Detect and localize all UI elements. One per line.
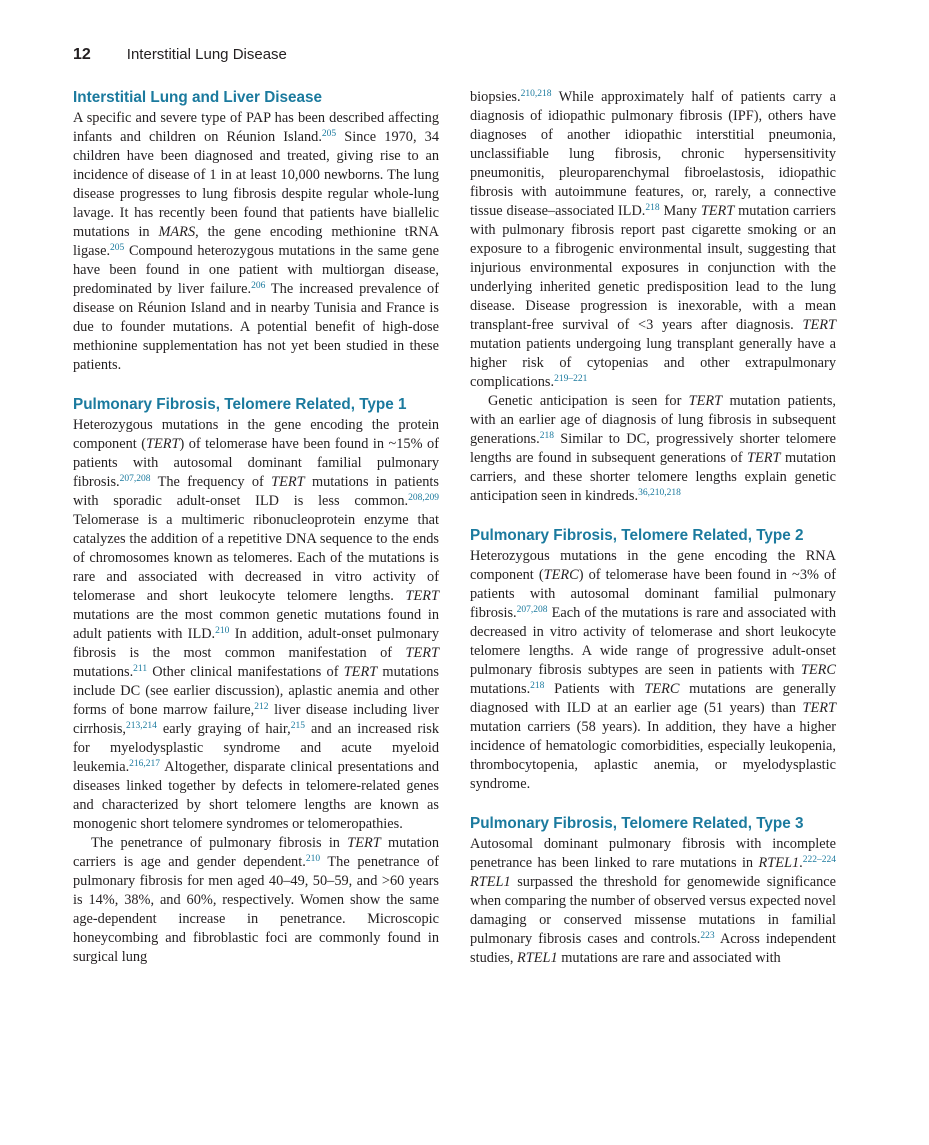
text-run: mutation carriers (58 years). In addition, they have a higher incidence of hematologic comorbidities, especially leukopenia, thrombocytopenia, aplastic anemia, or myelodysplastic syndrome.	[470, 719, 836, 792]
text-run: biopsies.	[470, 89, 521, 105]
text-run: mutation carriers with pulmonary fibrosis report past cigarette smoking or an exposure to a fibrogenic environmental insult, suggesting that injurious environmental exposures in conjunction with the underlying inherited genetic predisposition lead to the lung disease. Disease progression is inexorable, with a mean transplant-free survival of <3 years after diagnosis.	[470, 203, 836, 333]
text-run: A specific and severe type of PAP has been described affecting infants and children on Réunion Island.	[73, 110, 439, 145]
text-run: The penetrance of pulmonary fibrosis in	[91, 835, 348, 851]
gene-name: TERT	[688, 393, 723, 409]
citation-ref: 213,214	[125, 721, 157, 731]
text-run: Altogether, disparate clinical presentations and diseases linked together by defects in telomere-related genes and characterized by short telomere lengths are known as monogenic short telomere syndromes or telomeropathies.	[73, 759, 439, 832]
text-run: mutation carriers, and these shorter telomere lengths explain genetic anticipation seen in kindreds.	[470, 450, 836, 504]
text-run: Other clinical manifestations of	[147, 664, 344, 680]
body-paragraph	[470, 547, 836, 794]
citation-ref: 211	[133, 664, 148, 674]
text-run: Patients with	[544, 681, 645, 697]
text-run: Similar to DC, progressively shorter telomere lengths are found in subsequent generations of	[470, 431, 836, 466]
citation-ref: 207,208	[516, 605, 548, 615]
text-run: Across independent studies,	[470, 931, 836, 966]
running-title: Interstitial Lung Disease	[126, 46, 287, 63]
citation-ref: 212	[254, 702, 269, 712]
text-run: .	[799, 855, 803, 871]
gene-name: RTEL1	[758, 855, 800, 871]
citation-ref: 206	[251, 281, 266, 291]
gene-name: MARS	[158, 224, 196, 240]
citation-ref: 218	[530, 681, 545, 691]
citation-ref: 208,209	[408, 493, 439, 503]
text-run: , the gene encoding methionine tRNA ligase.	[73, 224, 440, 259]
body-paragraph	[73, 109, 439, 375]
text-run: mutations are the most common genetic mutations found in adult patients with ILD.	[73, 607, 439, 642]
page-number: 12	[73, 46, 91, 63]
text-run: mutation patients undergoing lung transplant generally have a higher risk of cytopenias and other extrapulmonary complications.	[470, 336, 836, 390]
citation-ref: 216,217	[129, 759, 161, 769]
gene-name: TERT	[700, 203, 735, 219]
text-run: ) of telomerase have been found in ~3% of patients with autosomal dominant familial pulmonary fibrosis.	[470, 567, 836, 621]
body-paragraph	[470, 835, 836, 968]
text-run: In addition, adult-onset pulmonary fibrosis is the most common manifestation of	[73, 626, 439, 661]
gene-name: TERT	[347, 835, 381, 851]
text-run: mutation carriers is age and gender dependent.	[73, 835, 439, 870]
body-paragraph	[470, 392, 836, 506]
text-run: mutations are generally diagnosed with ILD at an earlier age (51 years) than	[470, 681, 836, 716]
text-run: While approximately half of patients carry a diagnosis of idiopathic pulmonary fibrosis (IPF), others have diagnoses of another idiopathic interstitial pneumonia, unclassifiable lung fibrosis, chronic hypersensitivity pneumonitis, pleuroparenchymal fibroelastosis, idiopathic fibrosis with autoimmune features, or, rarely, a connective tissue disease–associated ILD.	[470, 89, 836, 219]
text-run: early graying of hair,	[156, 721, 291, 737]
gene-name: TERT	[746, 450, 781, 466]
text-run: The penetrance of pulmonary fibrosis for men aged 40–49, 50–59, and >60 years is 14%, 38%, and 60%, respectively. Women show the same age-dependent increase in penetrance. Microscopic honeycombing and fibroblastic foci are commonly found in surgical lung	[73, 854, 440, 965]
gene-name: TERT	[146, 436, 180, 452]
right-column	[470, 88, 836, 968]
body-paragraph	[73, 834, 439, 967]
body-paragraph	[73, 416, 439, 834]
text-run: surpassed the threshold for genomewide significance when comparing the number of observed versus expected novel damaging or conserved missense mutations in familial pulmonary fibrosis cases and controls.	[470, 874, 836, 947]
section-heading: Interstitial Lung and Liver Disease	[73, 89, 323, 106]
text-run: ) of telomerase have been found in ~15% of patients with autosomal dominant familial pulmonary fibrosis.	[73, 436, 439, 490]
citation-ref: 207,208	[119, 474, 151, 484]
section-heading: Pulmonary Fibrosis, Telomere Related, Type 2	[470, 527, 804, 544]
gene-name: TERT	[343, 664, 378, 680]
text-run: Heterozygous mutations in the gene encoding the protein component (	[73, 417, 439, 452]
text-run: Genetic anticipation is seen for	[488, 393, 689, 409]
citation-ref: 223	[700, 931, 715, 941]
citation-ref: 210	[305, 854, 321, 864]
page-header	[73, 46, 287, 70]
text-run: Heterozygous mutations in the gene encoding the RNA component (	[470, 548, 836, 583]
citation-ref: 218	[645, 203, 660, 213]
gene-name: TERT	[271, 474, 305, 490]
citation-ref: 205	[321, 129, 337, 139]
citation-ref: 210,218	[520, 89, 552, 99]
text-run: liver disease including liver cirrhosis,	[73, 702, 439, 737]
text-run: mutations in patients with sporadic adult-onset ILD is less common.	[73, 474, 439, 509]
gene-name: TERC	[543, 567, 579, 583]
text-run: The frequency of	[150, 474, 272, 490]
text-run: mutations are rare and associated with	[557, 950, 781, 966]
section-heading: Pulmonary Fibrosis, Telomere Related, Type 1	[73, 396, 407, 413]
citation-ref: 215	[290, 721, 305, 731]
citation-ref: 218	[539, 431, 554, 441]
gene-name: RTEL1	[517, 950, 558, 966]
citation-ref: 205	[110, 243, 125, 253]
text-run: Each of the mutations is rare and associated with decreased in vitro activity of telomerase and short leukocyte telomere lengths. A wide range of progressive adult-onset pulmonary fibrosis subtypes are seen in patients with	[470, 605, 836, 678]
citation-ref: 36,210,218	[638, 488, 681, 498]
gene-name: TERT	[802, 700, 836, 716]
body-paragraph	[470, 88, 836, 392]
gene-name: TERC	[800, 662, 836, 678]
gene-name: TERT	[405, 645, 439, 661]
text-run: Autosomal dominant pulmonary fibrosis with incomplete penetrance has been linked to rare mutations in	[470, 836, 836, 871]
left-column	[73, 88, 439, 967]
gene-name: TERC	[644, 681, 680, 697]
gene-name: RTEL1	[470, 874, 511, 890]
text-run: Compound heterozygous mutations in the same gene have been found in one patient with multiorgan disease, predominated by liver failure.	[73, 243, 439, 297]
gene-name: TERT	[802, 317, 836, 333]
text-run: mutation patients, with an earlier age of diagnosis of lung fibrosis in subsequent generations.	[470, 393, 836, 447]
text-run: mutations.	[470, 681, 531, 697]
gene-name: TERT	[405, 588, 439, 604]
citation-ref: 210	[215, 626, 230, 636]
text-run: mutations include DC (see earlier discussion), aplastic anemia and other forms of bone marrow failure,	[73, 664, 439, 718]
text-run: The increased prevalence of disease on Réunion Island and in nearby Tunisia and France is due to founder mutations. A potential benefit of high-dose methionine supplementation has not yet been studied in these patients.	[73, 281, 439, 373]
text-run: mutations.	[73, 664, 134, 680]
section-heading: Pulmonary Fibrosis, Telomere Related, Type 3	[470, 815, 804, 832]
text-run: Many	[659, 203, 701, 219]
citation-ref: 219–221	[554, 374, 588, 384]
citation-ref: 222–224	[802, 855, 836, 865]
text-run: Telomerase is a multimeric ribonucleoprotein enzyme that catalyzes the addition of a repetitive DNA sequence to the ends of chromosomes known as telomeres. Each of the mutations is rare and associated with decreased in vitro activity of telomerase and short leukocyte telomere lengths.	[73, 512, 439, 604]
text-run: Since 1970, 34 children have been diagnosed and treated, giving rise to an incidence of disease of 1 in at least 10,000 newborns. The lung disease progresses to lung fibrosis despite regular whole-lung lavage. It has recently been found that patients have biallelic mutations in	[73, 129, 440, 240]
text-run: and an increased risk for myelodysplastic syndrome and acute myeloid leukemia.	[73, 721, 439, 775]
